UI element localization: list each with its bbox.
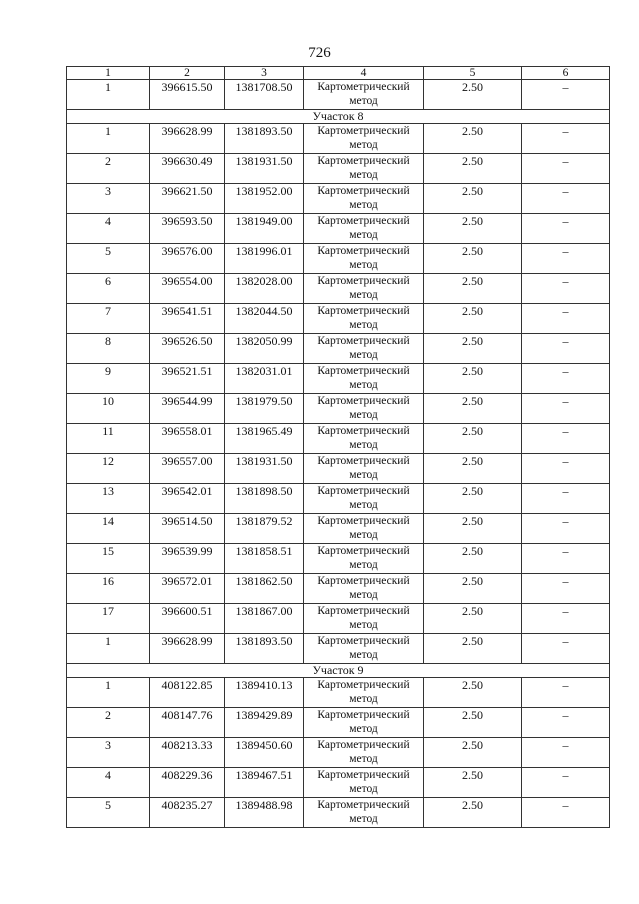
- point-number-cell: 14: [67, 514, 150, 544]
- method-cell: Картометрический метод: [304, 244, 424, 274]
- x-coordinate-cell: 396572.01: [150, 574, 225, 604]
- method-cell: Картометрический метод: [304, 274, 424, 304]
- accuracy-cell: 2.50: [424, 544, 522, 574]
- description-cell: –: [522, 484, 610, 514]
- section-title: Участок 9: [67, 664, 610, 678]
- point-number-cell: 17: [67, 604, 150, 634]
- table-row: [67, 364, 610, 394]
- point-number-cell: 1: [67, 124, 150, 154]
- point-number-cell: 7: [67, 304, 150, 334]
- column-header: 3: [225, 67, 304, 80]
- x-coordinate-cell: 396542.01: [150, 484, 225, 514]
- description-cell: –: [522, 634, 610, 664]
- table-row: [67, 124, 610, 154]
- x-coordinate-cell: 408235.27: [150, 798, 225, 828]
- point-number-cell: 6: [67, 274, 150, 304]
- table-row: [67, 424, 610, 454]
- point-number-cell: 16: [67, 574, 150, 604]
- description-cell: –: [522, 364, 610, 394]
- x-coordinate-cell: 396621.50: [150, 184, 225, 214]
- point-number-cell: 2: [67, 708, 150, 738]
- y-coordinate-cell: 1381893.50: [225, 634, 304, 664]
- table-row: [67, 244, 610, 274]
- y-coordinate-cell: 1381858.51: [225, 544, 304, 574]
- table-body: [67, 80, 610, 828]
- method-cell: Картометрический метод: [304, 798, 424, 828]
- description-cell: –: [522, 514, 610, 544]
- table-row: [67, 544, 610, 574]
- x-coordinate-cell: 396544.99: [150, 394, 225, 424]
- point-number-cell: 13: [67, 484, 150, 514]
- x-coordinate-cell: 396630.49: [150, 154, 225, 184]
- description-cell: –: [522, 574, 610, 604]
- accuracy-cell: 2.50: [424, 798, 522, 828]
- y-coordinate-cell: 1389467.51: [225, 768, 304, 798]
- x-coordinate-cell: 396628.99: [150, 634, 225, 664]
- y-coordinate-cell: 1381931.50: [225, 154, 304, 184]
- y-coordinate-cell: 1381867.00: [225, 604, 304, 634]
- table-row: [67, 304, 610, 334]
- accuracy-cell: 2.50: [424, 634, 522, 664]
- description-cell: –: [522, 544, 610, 574]
- description-cell: –: [522, 214, 610, 244]
- x-coordinate-cell: 396541.51: [150, 304, 225, 334]
- method-cell: Картометрический метод: [304, 424, 424, 454]
- table-row: [67, 678, 610, 708]
- method-cell: Картометрический метод: [304, 214, 424, 244]
- y-coordinate-cell: 1382031.01: [225, 364, 304, 394]
- y-coordinate-cell: 1382028.00: [225, 274, 304, 304]
- method-cell: Картометрический метод: [304, 678, 424, 708]
- y-coordinate-cell: 1381949.00: [225, 214, 304, 244]
- table-row: [67, 394, 610, 424]
- page-number: 726: [308, 45, 331, 61]
- y-coordinate-cell: 1389450.60: [225, 738, 304, 768]
- x-coordinate-cell: 396554.00: [150, 274, 225, 304]
- accuracy-cell: 2.50: [424, 678, 522, 708]
- point-number-cell: 4: [67, 214, 150, 244]
- x-coordinate-cell: 408147.76: [150, 708, 225, 738]
- description-cell: –: [522, 244, 610, 274]
- x-coordinate-cell: 396514.50: [150, 514, 225, 544]
- table-row: [67, 738, 610, 768]
- accuracy-cell: 2.50: [424, 154, 522, 184]
- method-cell: Картометрический метод: [304, 484, 424, 514]
- description-cell: –: [522, 124, 610, 154]
- x-coordinate-cell: 396593.50: [150, 214, 225, 244]
- column-header: 5: [424, 67, 522, 80]
- y-coordinate-cell: 1381893.50: [225, 124, 304, 154]
- x-coordinate-cell: 396558.01: [150, 424, 225, 454]
- y-coordinate-cell: 1381879.52: [225, 514, 304, 544]
- section-row: [67, 110, 610, 124]
- method-cell: Картометрический метод: [304, 304, 424, 334]
- accuracy-cell: 2.50: [424, 768, 522, 798]
- point-number-cell: 1: [67, 678, 150, 708]
- y-coordinate-cell: 1381708.50: [225, 80, 304, 110]
- x-coordinate-cell: 396539.99: [150, 544, 225, 574]
- table-row: [67, 154, 610, 184]
- coordinates-table: [66, 66, 610, 828]
- point-number-cell: 10: [67, 394, 150, 424]
- accuracy-cell: 2.50: [424, 574, 522, 604]
- point-number-cell: 2: [67, 154, 150, 184]
- point-number-cell: 3: [67, 738, 150, 768]
- description-cell: –: [522, 454, 610, 484]
- x-coordinate-cell: 396615.50: [150, 80, 225, 110]
- point-number-cell: 11: [67, 424, 150, 454]
- method-cell: Картометрический метод: [304, 544, 424, 574]
- point-number-cell: 4: [67, 768, 150, 798]
- method-cell: Картометрический метод: [304, 184, 424, 214]
- x-coordinate-cell: 396557.00: [150, 454, 225, 484]
- y-coordinate-cell: 1381952.00: [225, 184, 304, 214]
- point-number-cell: 5: [67, 244, 150, 274]
- description-cell: –: [522, 304, 610, 334]
- method-cell: Картометрический метод: [304, 454, 424, 484]
- accuracy-cell: 2.50: [424, 364, 522, 394]
- description-cell: –: [522, 154, 610, 184]
- section-title: Участок 8: [67, 110, 610, 124]
- x-coordinate-cell: 396628.99: [150, 124, 225, 154]
- method-cell: Картометрический метод: [304, 514, 424, 544]
- description-cell: –: [522, 604, 610, 634]
- y-coordinate-cell: 1381965.49: [225, 424, 304, 454]
- accuracy-cell: 2.50: [424, 708, 522, 738]
- description-cell: –: [522, 394, 610, 424]
- table-row: [67, 484, 610, 514]
- accuracy-cell: 2.50: [424, 484, 522, 514]
- description-cell: –: [522, 678, 610, 708]
- y-coordinate-cell: 1389488.98: [225, 798, 304, 828]
- point-number-cell: 1: [67, 80, 150, 110]
- accuracy-cell: 2.50: [424, 454, 522, 484]
- x-coordinate-cell: 396526.50: [150, 334, 225, 364]
- description-cell: –: [522, 184, 610, 214]
- x-coordinate-cell: 408229.36: [150, 768, 225, 798]
- accuracy-cell: 2.50: [424, 394, 522, 424]
- table-row: [67, 274, 610, 304]
- table-row: [67, 214, 610, 244]
- description-cell: –: [522, 80, 610, 110]
- table-row: [67, 798, 610, 828]
- column-header: 1: [67, 67, 150, 80]
- x-coordinate-cell: 396576.00: [150, 244, 225, 274]
- table-row: [67, 768, 610, 798]
- description-cell: –: [522, 768, 610, 798]
- description-cell: –: [522, 334, 610, 364]
- table-row: [67, 574, 610, 604]
- y-coordinate-cell: 1382044.50: [225, 304, 304, 334]
- method-cell: Картометрический метод: [304, 708, 424, 738]
- method-cell: Картометрический метод: [304, 604, 424, 634]
- method-cell: Картометрический метод: [304, 80, 424, 110]
- accuracy-cell: 2.50: [424, 244, 522, 274]
- table-row: [67, 604, 610, 634]
- table-row: [67, 708, 610, 738]
- point-number-cell: 1: [67, 634, 150, 664]
- method-cell: Картометрический метод: [304, 364, 424, 394]
- accuracy-cell: 2.50: [424, 604, 522, 634]
- point-number-cell: 12: [67, 454, 150, 484]
- x-coordinate-cell: 408122.85: [150, 678, 225, 708]
- accuracy-cell: 2.50: [424, 738, 522, 768]
- accuracy-cell: 2.50: [424, 334, 522, 364]
- method-cell: Картометрический метод: [304, 574, 424, 604]
- table-header-row: [67, 67, 610, 80]
- table-row: [67, 514, 610, 544]
- accuracy-cell: 2.50: [424, 304, 522, 334]
- y-coordinate-cell: 1381996.01: [225, 244, 304, 274]
- description-cell: –: [522, 738, 610, 768]
- accuracy-cell: 2.50: [424, 214, 522, 244]
- y-coordinate-cell: 1381898.50: [225, 484, 304, 514]
- accuracy-cell: 2.50: [424, 424, 522, 454]
- accuracy-cell: 2.50: [424, 80, 522, 110]
- description-cell: –: [522, 424, 610, 454]
- method-cell: Картометрический метод: [304, 738, 424, 768]
- y-coordinate-cell: 1381979.50: [225, 394, 304, 424]
- table-row: [67, 80, 610, 110]
- column-header: 2: [150, 67, 225, 80]
- y-coordinate-cell: 1389410.13: [225, 678, 304, 708]
- point-number-cell: 15: [67, 544, 150, 574]
- y-coordinate-cell: 1381862.50: [225, 574, 304, 604]
- point-number-cell: 8: [67, 334, 150, 364]
- x-coordinate-cell: 396521.51: [150, 364, 225, 394]
- method-cell: Картометрический метод: [304, 154, 424, 184]
- accuracy-cell: 2.50: [424, 514, 522, 544]
- point-number-cell: 3: [67, 184, 150, 214]
- table-row: [67, 334, 610, 364]
- method-cell: Картометрический метод: [304, 634, 424, 664]
- accuracy-cell: 2.50: [424, 124, 522, 154]
- method-cell: Картометрический метод: [304, 334, 424, 364]
- x-coordinate-cell: 396600.51: [150, 604, 225, 634]
- table-row: [67, 634, 610, 664]
- x-coordinate-cell: 408213.33: [150, 738, 225, 768]
- y-coordinate-cell: 1389429.89: [225, 708, 304, 738]
- description-cell: –: [522, 708, 610, 738]
- point-number-cell: 9: [67, 364, 150, 394]
- accuracy-cell: 2.50: [424, 184, 522, 214]
- table-row: [67, 184, 610, 214]
- description-cell: –: [522, 274, 610, 304]
- description-cell: –: [522, 798, 610, 828]
- column-header: 4: [304, 67, 424, 80]
- point-number-cell: 5: [67, 798, 150, 828]
- y-coordinate-cell: 1381931.50: [225, 454, 304, 484]
- table-row: [67, 454, 610, 484]
- method-cell: Картометрический метод: [304, 768, 424, 798]
- section-row: [67, 664, 610, 678]
- column-header: 6: [522, 67, 610, 80]
- method-cell: Картометрический метод: [304, 124, 424, 154]
- y-coordinate-cell: 1382050.99: [225, 334, 304, 364]
- accuracy-cell: 2.50: [424, 274, 522, 304]
- method-cell: Картометрический метод: [304, 394, 424, 424]
